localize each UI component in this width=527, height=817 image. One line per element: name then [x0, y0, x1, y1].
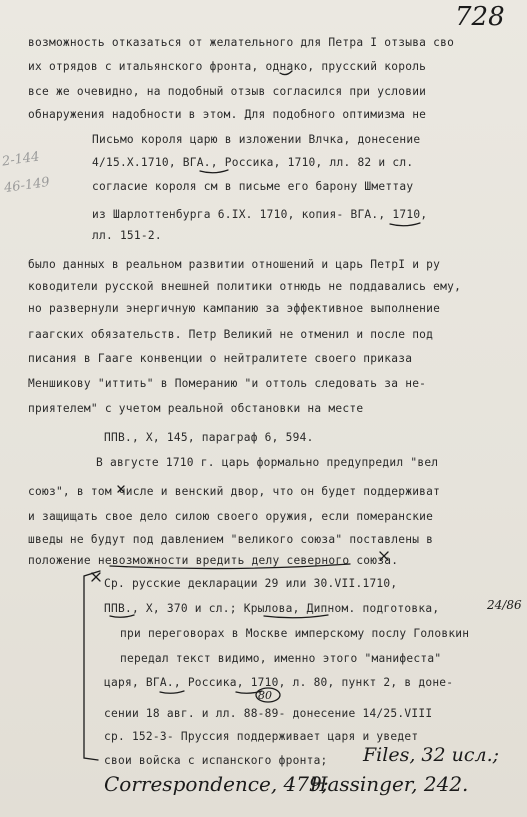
underline-mark — [110, 615, 134, 617]
footnote-line: ср. 152-3- Пруссия поддерживает царя и уведет — [104, 730, 419, 743]
handwritten-page-ref: 24/86 — [487, 598, 522, 612]
footnote-line: свои войска с испанского фронта; — [104, 754, 328, 767]
text-line: и защищать свое дело силою своего оружия, если померанские — [28, 510, 434, 523]
text-line: писания в Гааге конвенции о нейтралитете своего приказа — [28, 352, 413, 365]
cross-mark — [92, 573, 100, 581]
underline-mark — [390, 223, 420, 226]
page-number: 728 — [455, 2, 505, 32]
text-line: приятелем" с учетом реальной обстановки на месте — [28, 402, 364, 415]
underline-mark — [280, 71, 292, 75]
underline-mark — [264, 615, 328, 618]
underline-mark — [110, 564, 350, 569]
footnote-line: при переговорах в Москве имперскому послу Головкин — [120, 627, 470, 640]
handwritten-small-ref: 80 — [258, 689, 272, 702]
footnote-line: Ср. русские декларации 29 или 30.VII.1710, — [104, 577, 398, 590]
footnote-line: из Шарлоттенбурга 6.IX. 1710, копия- ВГА., 1710, — [92, 208, 428, 221]
cross-mark — [118, 486, 124, 492]
text-line: В августе 1710 г. царь формально предупредил "вел — [96, 456, 439, 469]
text-line: все же очевидно, на подобный отзыв согласился при условии — [28, 85, 427, 98]
circle-mark — [256, 688, 280, 702]
footnote-line: лл. 151-2. — [92, 229, 162, 242]
cross-mark — [380, 552, 388, 560]
text-line: ководители русской внешней политики отнюдь не поддавались ему, — [28, 280, 462, 293]
text-line: но развернули энергичную кампанию за эффективное выполнение — [28, 302, 441, 315]
footnote-line: царя, ВГА., Россика, 1710, л. 80, пункт 2, в доне- — [104, 676, 454, 689]
margin-note: 2-144 — [1, 149, 41, 170]
underline-mark — [160, 691, 184, 693]
footnote-line: 4/15.X.1710, ВГА., Россика, 1710, лл. 82 и сл. — [92, 156, 414, 169]
text-line: союз", в том числе и венский двор, что он будет поддерживат — [28, 485, 441, 498]
footnote-line: ППВ., X, 145, параграф 6, 594. — [104, 431, 314, 444]
handwritten-reference: Files, 32 исл.; — [363, 744, 500, 766]
text-line: Меншикову "иттить" в Померанию "и оттоль следовать за не- — [28, 377, 427, 390]
handwritten-reference: Hassinger, 242. — [310, 772, 469, 796]
text-line: было данных в реальном развитии отношений и царь ПетрI и ру — [28, 258, 441, 271]
text-line: гаагских обязательств. Петр Великий не отменил и после под — [28, 328, 434, 341]
bracket-mark — [84, 571, 100, 760]
footnote-line: Письмо короля царю в изложении Влчка, донесение — [92, 133, 421, 146]
underline-mark — [200, 170, 228, 173]
footnote-line: ППВ., X, 370 и сл.; Крылова, Дипном. подготовка, — [104, 602, 440, 615]
text-line: возможность отказаться от желательного для Петра I отзыва сво — [28, 36, 455, 49]
footnote-line: согласие короля см в письме его барону Шметтау — [92, 180, 414, 193]
text-line: обнаружения надобности в этом. Для подобного оптимизма не — [28, 108, 427, 121]
footnote-line: передал текст видимо, именно этого "манифеста" — [120, 652, 442, 665]
handwritten-reference: Correspondence, 479; — [104, 772, 329, 796]
footnote-line: сении 18 авг. и лл. 88-89- донесение 14/25.VIII — [104, 707, 433, 720]
margin-note: 46-149 — [3, 174, 51, 197]
text-line: шведы не будут под давлением "великого союза" поставлены в — [28, 533, 434, 546]
text-line: положение невозможности вредить делу северного союза. — [28, 554, 399, 567]
text-line: их отрядов с итальянского фронта, однако, прусский король — [28, 60, 427, 73]
